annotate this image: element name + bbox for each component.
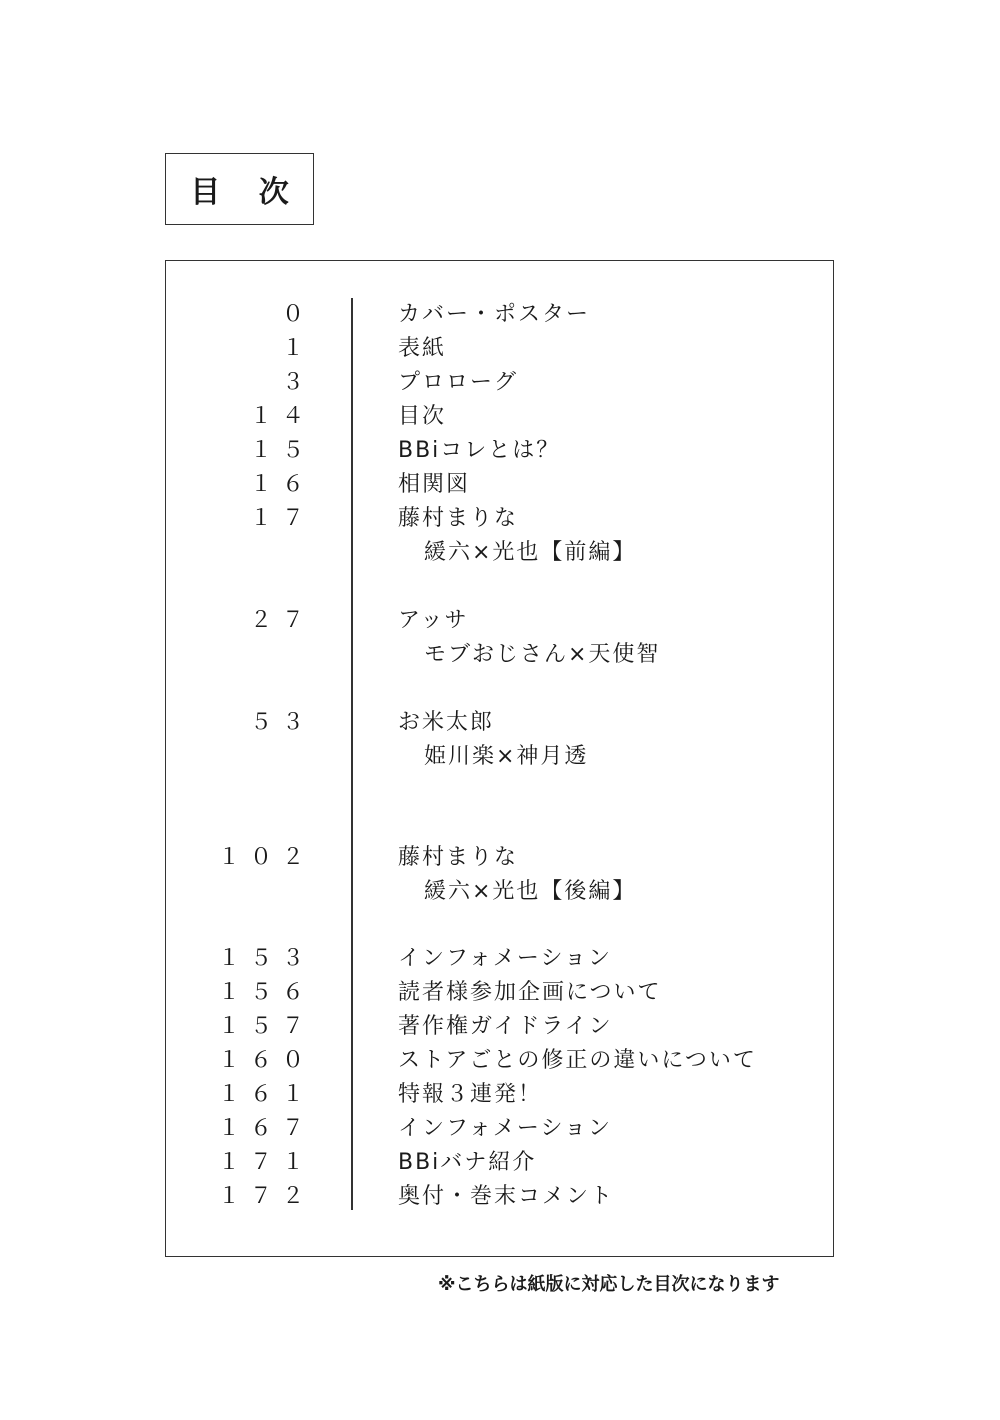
- page-number: １５: [249, 438, 314, 463]
- entry-title: お米太郎: [398, 710, 495, 735]
- toc-entry: [0, 1078, 1000, 1112]
- entry-title: プロローグ: [398, 370, 519, 395]
- toc-title-box: [165, 153, 314, 225]
- toc-entry: [0, 468, 1000, 502]
- page-number: ５３: [249, 710, 314, 735]
- page-number: １７１: [217, 1150, 314, 1175]
- page-number: １７: [249, 506, 314, 531]
- toc-entry: [0, 1044, 1000, 1078]
- entry-title: 相関図: [398, 472, 471, 497]
- entry-subtitle: 緩六×光也【後編】: [424, 879, 637, 904]
- page-title: 目 次: [190, 175, 303, 210]
- entry-title: アッサ: [398, 608, 469, 633]
- footnote: ※こちらは紙版に対応した目次になります: [438, 1274, 780, 1295]
- entry-subtitle: 緩六×光也【前編】: [424, 540, 637, 565]
- page-number: １５７: [217, 1014, 314, 1039]
- toc-entry: [0, 604, 1000, 667]
- page-number: １５６: [217, 980, 314, 1005]
- page-number: １６１: [217, 1082, 314, 1107]
- entry-title: BBiコレとは？: [398, 438, 561, 463]
- page-number: １７２: [217, 1184, 314, 1209]
- toc-entry: [0, 1010, 1000, 1044]
- toc-entry: [0, 434, 1000, 468]
- entry-title: 藤村まりな: [398, 506, 519, 531]
- entry-title: 特報３連発！: [398, 1082, 543, 1107]
- entry-subtitle: モブおじさん×天使智: [424, 642, 661, 667]
- entry-title: インフォメーション: [398, 946, 613, 971]
- page-number: １６０: [217, 1048, 314, 1073]
- page-number: ２７: [249, 608, 314, 633]
- toc-entry: [0, 706, 1000, 769]
- page-number: ０: [281, 302, 314, 327]
- entry-title: 表紙: [398, 336, 447, 361]
- page-number: １５３: [217, 946, 314, 971]
- entry-title: 読者様参加企画について: [398, 980, 662, 1005]
- entry-title: 藤村まりな: [398, 845, 519, 870]
- page-number: １４: [249, 404, 314, 429]
- entry-title: カバー・ポスター: [398, 302, 591, 327]
- entry-title: 目次: [398, 404, 447, 429]
- entry-title: ストアごとの修正の違いについて: [398, 1048, 757, 1073]
- page-number: ３: [281, 370, 314, 395]
- toc-entry: [0, 366, 1000, 400]
- toc-entry: [0, 942, 1000, 976]
- toc-entry: [0, 502, 1000, 565]
- page-number: １: [281, 336, 314, 361]
- toc-entry: [0, 1146, 1000, 1180]
- toc-entry: [0, 841, 1000, 904]
- page-number: １０２: [217, 845, 314, 870]
- entry-title: 奥付・巻末コメント: [398, 1184, 615, 1209]
- toc-entry: [0, 976, 1000, 1010]
- page-number: １６７: [217, 1116, 314, 1141]
- toc-entry: [0, 298, 1000, 332]
- entry-title: BBiバナ紹介: [398, 1150, 537, 1175]
- page-number: １６: [249, 472, 314, 497]
- entry-title: インフォメーション: [398, 1116, 613, 1141]
- entry-title: 著作権ガイドライン: [398, 1014, 613, 1039]
- toc-entry: [0, 400, 1000, 434]
- toc-entry: [0, 332, 1000, 366]
- entry-subtitle: 姫川楽×神月透: [424, 744, 589, 769]
- toc-entry: [0, 1180, 1000, 1214]
- toc-entry: [0, 1112, 1000, 1146]
